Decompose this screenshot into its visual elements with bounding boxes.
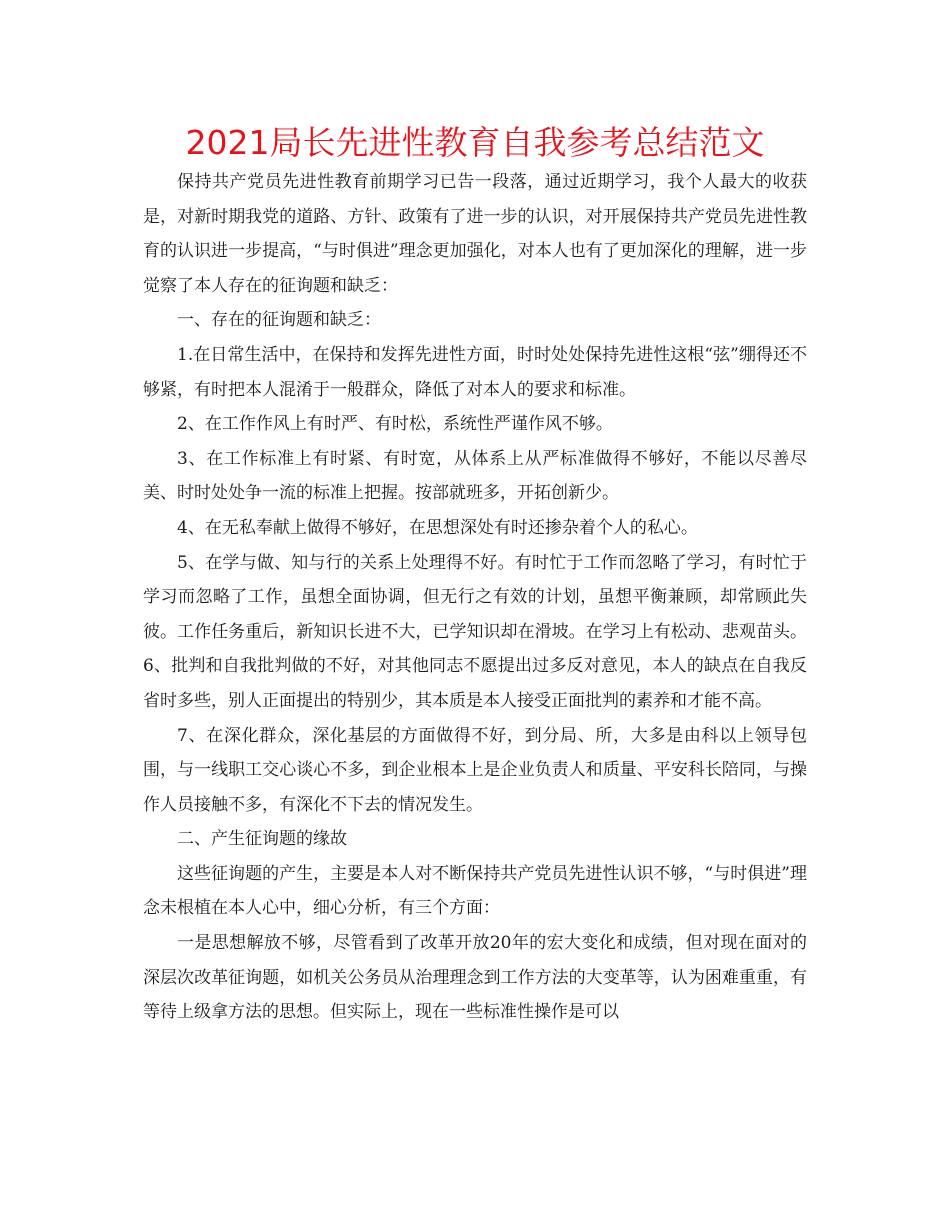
paragraph-item-3: 3、在工作标准上有时紧、有时宽，从体系上从严标准做得不够好，不能以尽善尽美、时时处处争一流的标准上把握。按部就班多，开拓创新少。 <box>143 448 807 504</box>
paragraph-cause-1: 一是思想解放不够，尽管看到了改革开放20年的宏大变化和成绩，但对现在面对的深层次改革征询题，如机关公务员从治理理念到工作方法的大变革等，认为困难重重，有等待上级拿方法的思想。但实际上，现在一些标准性操作是可以 <box>143 933 807 1023</box>
paragraph-intro: 保持共产党员先进性教育前期学习已告一段落，通过近期学习，我个人最大的收获是，对新时期我党的道路、方针、政策有了进一步的认识，对开展保持共产党员先进性教育的认识进一步提高，“与时俱进”理念更加强化，对本人也有了更加深化的理解，进一步觉察了本人存在的征询题和缺乏： <box>143 172 807 296</box>
paragraph-causes-intro: 这些征询题的产生，主要是本人对不断保持共产党员先进性认识不够，“与时俱进”理念未根植在本人心中，细心分析，有三个方面： <box>143 863 807 919</box>
section-heading-causes: 二、产生征询题的缘故 <box>177 829 347 850</box>
document-title: 2021局长先进性教育自我参考总结范文 <box>185 123 765 162</box>
paragraph-item-1: 1.在日常生活中，在保持和发挥先进性方面，时时处处保持先进性这根“弦”绷得还不够紧，有时把本人混淆于一般群众，降低了对本人的要求和标准。 <box>143 344 807 400</box>
paragraph-item-4: 4、在无私奉献上做得不够好，在思想深处有时还掺杂着个人的私心。 <box>177 517 698 538</box>
section-heading-problems: 一、存在的征询题和缺乏： <box>177 310 381 331</box>
paragraph-item-7: 7、在深化群众，深化基层的方面做得不好，到分局、所，大多是由科以上领导包围，与一线职工交心谈心不多，到企业根本上是企业负责人和质量、平安科长陪同，与操作人员接触不多，有深化不下去的情况发生。 <box>143 725 807 815</box>
document-body <box>143 165 807 1030</box>
paragraph-item-5-6: 5、在学与做、知与行的关系上处理得不好。有时忙于工作而忽略了学习，有时忙于学习而忽略了工作，虽想全面协调，但无行之有效的计划，虽想平衡兼顾，却常顾此失彼。工作任务重后，新知识长进不大，已学知识却在滑坡。在学习上有松动、悲观苗头。6、批判和自我批判做的不好，对其他同志不愿提出过多反对意见，本人的缺点在自我反省时多些，别人正面提出的特别少，其本质是本人接受正面批判的素养和才能不高。 <box>143 552 807 711</box>
paragraph-item-2: 2、在工作作风上有时严、有时松，系统性严谨作风不够。 <box>177 414 613 435</box>
